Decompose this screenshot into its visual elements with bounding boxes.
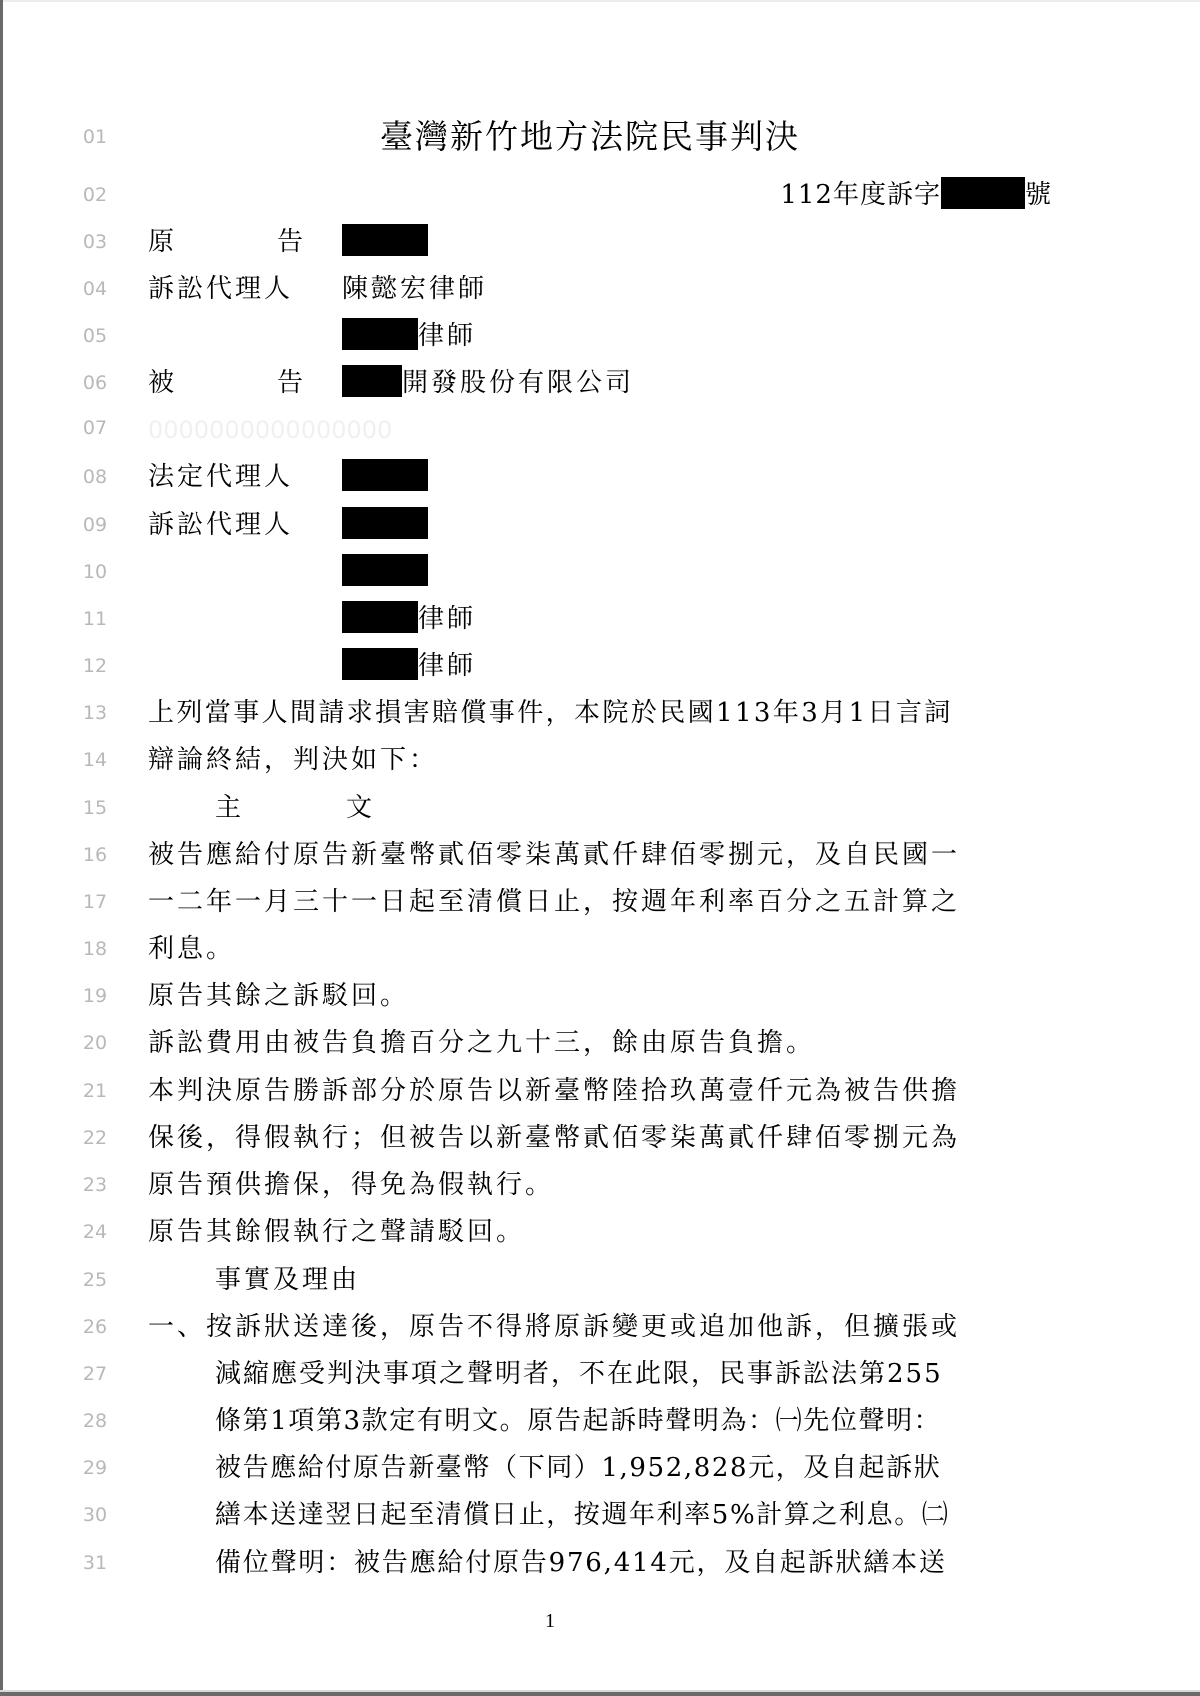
line-number: 05	[82, 325, 108, 347]
redaction-box	[342, 601, 418, 633]
plaintiff-agent-row	[148, 271, 487, 307]
page-number: 1	[545, 1610, 555, 1632]
text-line-17: 一二年一月三十一日起至清償日止，按週年利率百分之五計算之	[148, 887, 961, 917]
line-number: 20	[82, 1032, 108, 1054]
defendant-agent-row-2	[148, 554, 428, 590]
text-line-22: 保後，得假執行；但被告以新臺幣貳佰零柒萬貳仟肆佰零捌元為	[148, 1123, 961, 1153]
legal-rep-row	[148, 459, 428, 495]
line-number: 22	[82, 1127, 108, 1149]
line-number: 23	[82, 1174, 108, 1196]
line-number: 15	[82, 797, 108, 819]
defendant-name-suffix: 開發股份有限公司	[402, 368, 635, 398]
text-line-26: 一、按訴狀送達後，原告不得將原訴變更或追加他訴，但擴張或	[148, 1312, 961, 1342]
section-heading-facts-and-reasons: 事實及理由	[215, 1265, 361, 1295]
line-number: 03	[82, 231, 108, 253]
text-line-24: 原告其餘假執行之聲請駁回。	[148, 1217, 526, 1247]
line-number: 09	[82, 514, 108, 536]
text-line-29: 被告應給付原告新臺幣（下同）1,952,828元，及自起訴狀	[215, 1453, 942, 1483]
plaintiff-agent-name: 陳懿宏律師	[342, 274, 488, 304]
redaction-box	[342, 507, 428, 539]
page-left-edge	[0, 0, 3, 1696]
line-number: 01	[82, 126, 108, 148]
line-number: 02	[82, 184, 108, 206]
plaintiff-row	[148, 224, 428, 260]
defendant-agent-label: 訴訟代理人	[148, 510, 294, 540]
defendant-agent-row-3	[148, 601, 476, 637]
text-line-30: 繕本送達翌日起至清償日止，按週年利率5%計算之利息。㈡	[215, 1500, 950, 1530]
plaintiff-agent-row-2	[148, 318, 476, 354]
text-line-28: 條第1項第3款定有明文。原告起訴時聲明為：㈠先位聲明：	[215, 1406, 942, 1436]
text-line-16: 被告應給付原告新臺幣貳佰零柒萬貳仟肆佰零捌元，及自民國一	[148, 840, 961, 870]
text-line-31: 備位聲明：被告應給付原告976,414元，及自起訴狀繕本送	[215, 1548, 947, 1578]
line-number: 30	[82, 1504, 108, 1526]
text-line-27: 減縮應受判決事項之聲明者，不在此限，民事訴訟法第255	[215, 1359, 943, 1389]
line-number: 12	[82, 655, 108, 677]
line-number: 11	[82, 608, 108, 630]
line-number: 14	[82, 749, 108, 771]
redaction-box	[941, 177, 1025, 209]
line-number: 16	[82, 844, 108, 866]
defendant-agent-3-suffix: 律師	[418, 604, 477, 634]
line-number: 21	[82, 1080, 108, 1102]
plaintiff-agent-label: 訴訟代理人	[148, 274, 294, 304]
line-number: 06	[82, 372, 108, 394]
defendant-label: 被 告	[148, 368, 306, 398]
defendant-agent-row	[148, 507, 428, 543]
line-number: 19	[82, 985, 108, 1007]
line-number: 28	[82, 1410, 108, 1432]
text-line-20: 訴訟費用由被告負擔百分之九十三，餘由原告負擔。	[148, 1028, 816, 1058]
defendant-row	[148, 365, 634, 401]
text-line-14: 辯論終結，判決如下：	[148, 745, 439, 775]
line-number: 07	[82, 417, 108, 439]
line-number: 29	[82, 1457, 108, 1479]
text-line-19: 原告其餘之訴駁回。	[148, 981, 410, 1011]
redaction-box	[342, 554, 428, 586]
line-number: 13	[82, 702, 108, 724]
line-number: 31	[82, 1552, 108, 1574]
plaintiff-agent-2-suffix: 律師	[418, 321, 477, 351]
plaintiff-label: 原 告	[148, 227, 306, 257]
redaction-box	[342, 459, 428, 491]
line-number: 24	[82, 1221, 108, 1243]
section-heading-main-text: 主 文	[215, 793, 376, 823]
page-bottom-edge	[0, 1692, 1200, 1696]
defendant-agent-4-suffix: 律師	[418, 651, 477, 681]
text-line-21: 本判決原告勝訴部分於原告以新臺幣陸拾玖萬壹仟元為被告供擔	[148, 1076, 961, 1106]
line-number: 26	[82, 1316, 108, 1338]
line-number: 18	[82, 938, 108, 960]
redaction-box	[342, 318, 418, 350]
line-number: 04	[82, 278, 108, 300]
line-number: 17	[82, 891, 108, 913]
text-line-13: 上列當事人間請求損害賠償事件，本院於民國113年3月1日言詞	[148, 698, 953, 728]
line-number: 27	[82, 1363, 108, 1385]
redaction-box	[342, 365, 402, 397]
line-number: 08	[82, 466, 108, 488]
hidden-placeholder-line: 0000000000000000	[148, 416, 393, 444]
text-line-23: 原告預供擔保，得免為假執行。	[148, 1170, 555, 1200]
legal-rep-label: 法定代理人	[148, 462, 294, 492]
defendant-agent-row-4	[148, 648, 476, 684]
text-line-18: 利息。	[148, 934, 236, 964]
case-number-prefix: 112年度訴字	[780, 180, 941, 210]
line-number: 10	[82, 561, 108, 583]
page-top-edge	[0, 0, 1200, 2]
case-number-suffix: 號	[1024, 180, 1052, 210]
case-number	[780, 177, 1052, 213]
document-title: 臺灣新竹地方法院民事判決	[380, 117, 800, 156]
redaction-box	[342, 648, 418, 680]
redaction-box	[342, 224, 428, 256]
line-number: 25	[82, 1269, 108, 1291]
